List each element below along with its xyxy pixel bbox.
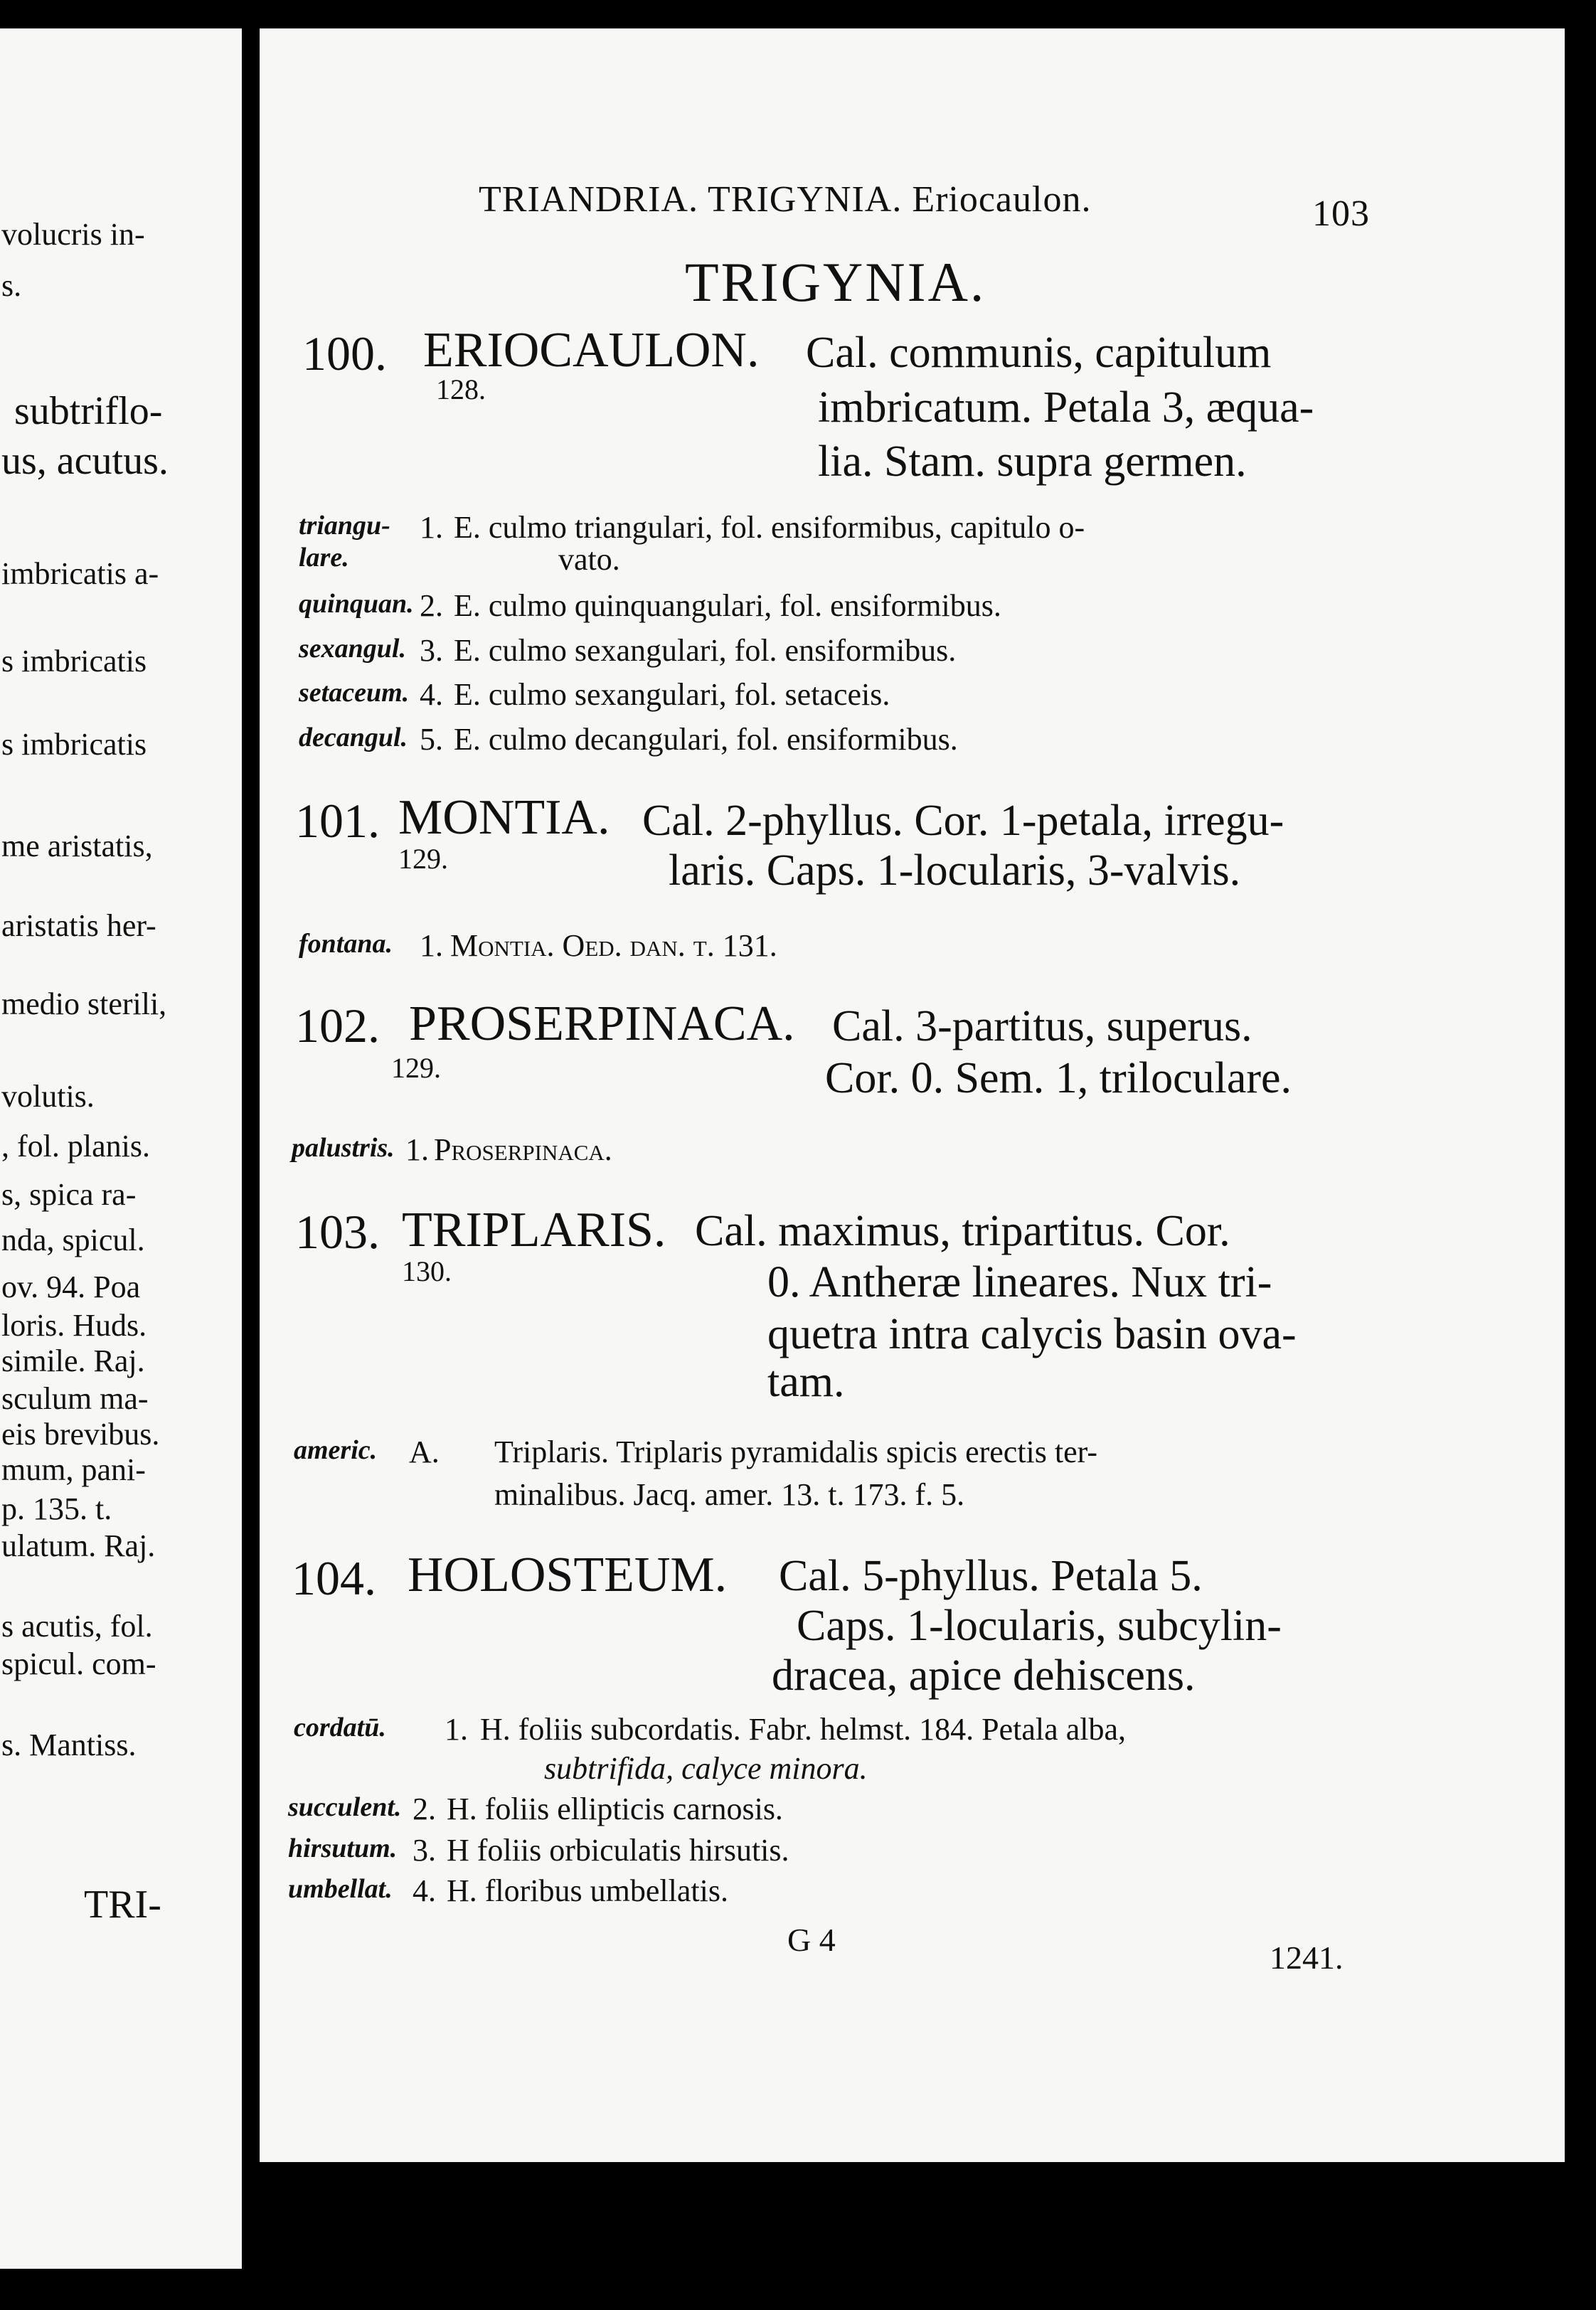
species-text: Proserpinaca. (434, 1132, 612, 1167)
species-number: 2. (420, 588, 443, 623)
genus-description-line: quetra intra calycis basin ova- (767, 1310, 1297, 1358)
genus-name: MONTIA. (398, 790, 610, 845)
genus-description-line: Caps. 1-locularis, subcylin- (797, 1602, 1282, 1650)
species-epithet: hirsutum. (288, 1833, 398, 1863)
left-line: imbricatis a- (1, 556, 159, 591)
species-epithet: quinquan. (299, 589, 414, 619)
left-line: eis brevibus. (1, 1417, 160, 1452)
left-line: loris. Huds. (1, 1308, 147, 1343)
catch-number: 1241. (1270, 1939, 1344, 1976)
genus-ref: 129. (398, 843, 448, 875)
left-line: p. 135. t. (1, 1491, 112, 1526)
species-epithet: fontana. (299, 929, 393, 959)
genus-description-line: lia. Stam. supra germen. (818, 437, 1247, 486)
genus-description-line: laris. Caps. 1-locularis, 3-valvis. (669, 846, 1241, 895)
section-title: TRIGYNIA. (685, 251, 986, 313)
genus-description-line: Cal. 5-phyllus. Petala 5. (779, 1552, 1203, 1600)
species-number: 5. (420, 722, 443, 757)
species-text: H foliis orbiculatis hirsutis. (447, 1833, 789, 1868)
species-text: Triplaris. Triplaris pyramidalis spicis erectis ter- (494, 1435, 1098, 1469)
left-line: subtriflo- (14, 389, 163, 433)
genus-description-line: Cor. 0. Sem. 1, triloculare. (825, 1054, 1292, 1102)
left-line: me aristatis, (1, 829, 153, 863)
species-epithet: setaceum. (299, 678, 410, 708)
right-page (260, 28, 1565, 2162)
signature-mark: G 4 (787, 1922, 836, 1958)
genus-ref: 130. (402, 1255, 452, 1287)
left-line: s acutis, fol. (1, 1609, 153, 1644)
species-number: 4. (413, 1873, 436, 1908)
species-epithet: succulent. (288, 1792, 402, 1822)
species-text: minalibus. Jacq. amer. 13. t. 173. f. 5. (494, 1477, 965, 1512)
left-line: volucris in- (1, 217, 145, 252)
species-number: 3. (420, 633, 443, 668)
left-line: spicul. com- (1, 1646, 156, 1681)
species-number: 1. (405, 1132, 429, 1167)
genus-description-line: Cal. 2-phyllus. Cor. 1-petala, irregu- (642, 797, 1284, 845)
species-epithet: umbellat. (288, 1874, 393, 1904)
species-text: E. culmo sexangulari, fol. setaceis. (454, 677, 890, 712)
genus-number: 104. (292, 1551, 376, 1605)
running-title: TRIANDRIA. TRIGYNIA. Eriocaulon. (479, 179, 1092, 220)
species-number: 1. (420, 928, 443, 963)
species-text: Montia. Oed. dan. t. 131. (450, 928, 777, 963)
left-line: s imbricatis (1, 644, 147, 678)
genus-description-line: Cal. maximus, tripartitus. Cor. (695, 1207, 1230, 1255)
genus-ref: 129. (391, 1052, 441, 1084)
left-line: simile. Raj. (1, 1343, 145, 1378)
genus-description-line: tam. (767, 1358, 845, 1406)
genus-number: 100. (302, 326, 387, 380)
species-text: H. foliis ellipticis carnosis. (447, 1792, 783, 1826)
species-number: 4. (420, 677, 443, 712)
left-line: s. Mantiss. (1, 1728, 137, 1762)
species-text: H. foliis subcordatis. Fabr. helmst. 184. Petala alba, (480, 1712, 1126, 1747)
left-line: mum, pani- (1, 1452, 146, 1487)
species-epithet: decangul. (299, 723, 408, 752)
left-line: aristatis her- (1, 908, 156, 943)
species-text: H. floribus umbellatis. (447, 1873, 728, 1908)
species-epithet: lare. (299, 543, 349, 573)
genus-name: TRIPLARIS. (402, 1203, 666, 1257)
genus-description-line: 0. Antheræ lineares. Nux tri- (767, 1258, 1272, 1306)
genus-number: 103. (295, 1205, 380, 1259)
left-line: s, spica ra- (1, 1177, 137, 1212)
genus-description-line: Cal. 3-partitus, superus. (832, 1002, 1252, 1050)
genus-name: ERIOCAULON. (423, 323, 760, 378)
species-text: subtrifida, calyce minora. (544, 1751, 868, 1786)
page-number: 103 (1312, 193, 1370, 234)
left-line: , fol. planis. (1, 1129, 150, 1164)
species-number: 3. (413, 1833, 436, 1868)
left-page (0, 28, 242, 2269)
genus-number: 101. (295, 794, 380, 848)
species-epithet: americ. (294, 1435, 378, 1465)
left-line: us, acutus. (1, 439, 169, 483)
species-text: E. culmo sexangulari, fol. ensiformibus. (454, 633, 957, 668)
species-number: 2. (413, 1792, 436, 1826)
left-line: sculum ma- (1, 1381, 149, 1416)
left-line: ov. 94. Poa (1, 1270, 141, 1304)
left-line: s. (1, 268, 22, 303)
species-number: 1. (420, 510, 443, 545)
species-epithet: palustris. (292, 1133, 395, 1163)
genus-name: HOLOSTEUM. (408, 1548, 728, 1602)
catchword: TRI- (84, 1883, 161, 1927)
species-text: vato. (558, 542, 620, 577)
species-text: E. culmo quinquangulari, fol. ensiformibus. (454, 588, 1001, 623)
left-line: nda, spicul. (1, 1223, 145, 1257)
genus-description-line: dracea, apice dehiscens. (772, 1651, 1196, 1700)
species-text: E. culmo triangulari, fol. ensiformibus, capitulo o- (454, 510, 1085, 545)
left-line: s imbricatis (1, 727, 147, 762)
species-number: A. (409, 1435, 440, 1469)
species-text: E. culmo decangulari, fol. ensiformibus. (454, 722, 958, 757)
genus-name: PROSERPINACA. (409, 996, 795, 1051)
species-epithet: cordatū. (294, 1713, 386, 1742)
species-epithet: sexangul. (299, 634, 406, 664)
genus-number: 102. (295, 999, 380, 1053)
left-line: medio sterili, (1, 986, 167, 1021)
genus-ref: 128. (436, 373, 486, 405)
genus-description-line: imbricatum. Petala 3, æqua- (818, 383, 1314, 432)
species-epithet: triangu- (299, 511, 390, 541)
left-line: ulatum. Raj. (1, 1528, 156, 1563)
left-line: volutis. (1, 1079, 95, 1114)
genus-description-line: Cal. communis, capitulum (806, 329, 1272, 377)
species-number: 1. (445, 1712, 468, 1747)
